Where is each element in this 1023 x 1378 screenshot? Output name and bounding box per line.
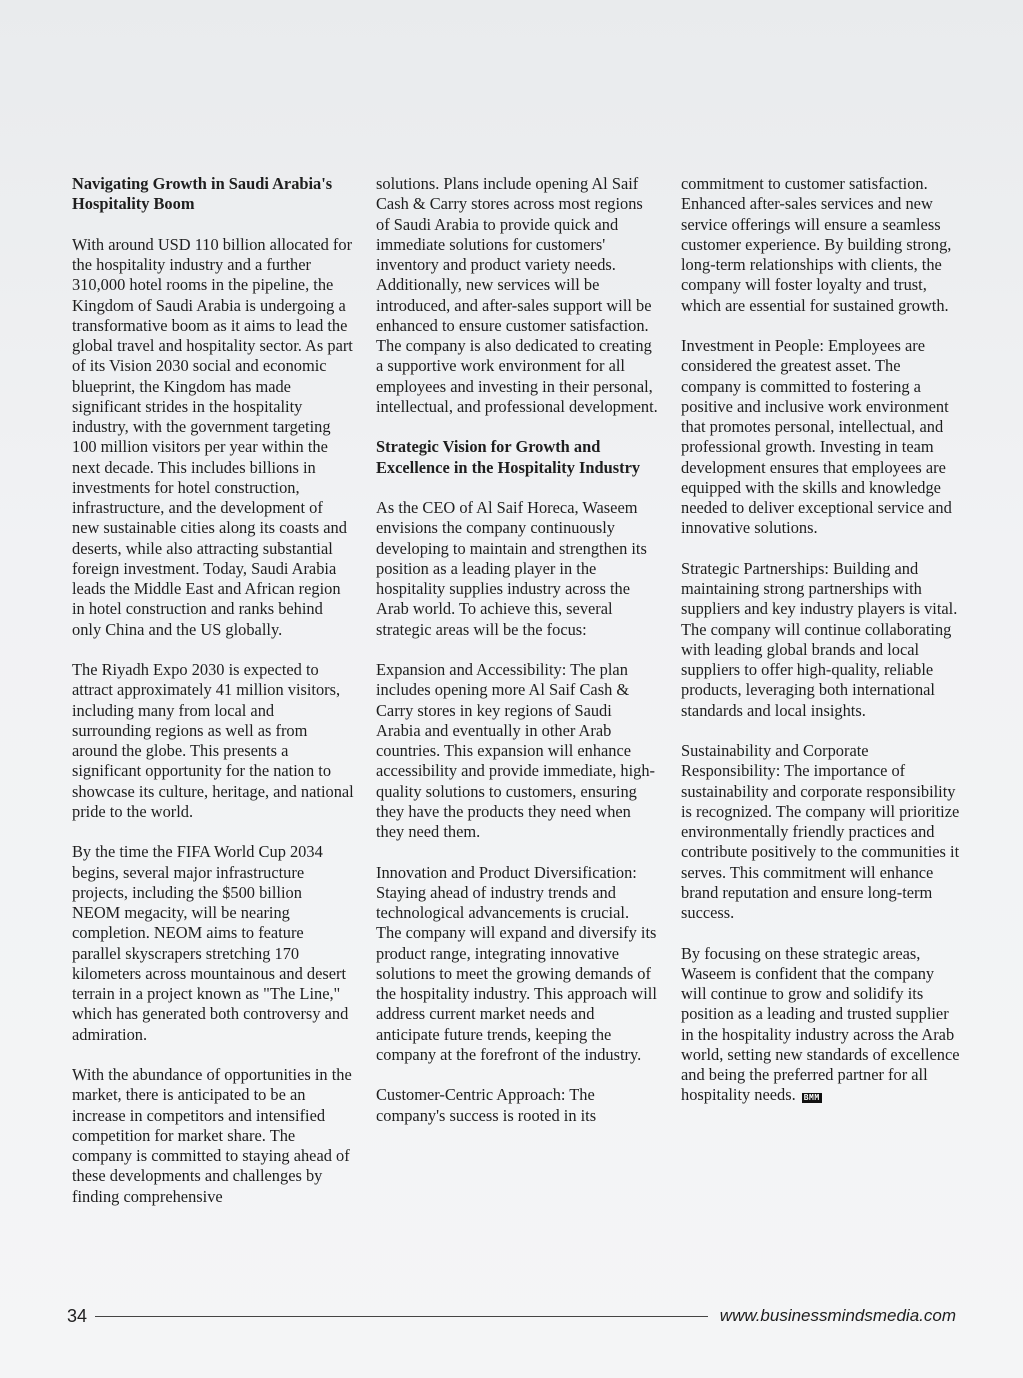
section-heading: Strategic Vision for Growth and Excellence in the Hospitality Industry xyxy=(376,437,641,477)
footer-divider xyxy=(95,1316,708,1317)
end-of-article-mark-icon: BMM xyxy=(803,1093,820,1103)
paragraph: Strategic Partnerships: Building and maintaining strong partnerships with suppliers and key industry players is vital. The company will continue collaborating with leading global brands and local suppliers to offer high-quality, reliable products, leveraging both international standards and local insights. xyxy=(681,558,958,720)
paragraph: By the time the FIFA World Cup 2034 begins, several major infrastructure projects, including the $500 billion NEOM megacity, will be nearing completion. NEOM aims to feature parallel skyscrapers stretching 170 kilometers across mountainous and desert terrain in a project known as "The Line," which has generated both controversy and admiration. xyxy=(72,842,349,1044)
paragraph: Customer-Centric Approach: The company's success is rooted in its xyxy=(376,1085,597,1125)
page-footer xyxy=(67,1304,956,1328)
paragraph: With around USD 110 billion allocated for the hospitality industry and a further 310,000 hotel rooms in the pipeline, the Kingdom of Saudi Arabia is undergoing a transformative boom as it aims to lead the global travel and hospitality sector. As part of its Vision 2030 social and economic blueprint, the Kingdom has made significant strides in the hospitality industry, with the government targeting 100 million visitors per year within the next decade. This includes billions in investments for hotel construction, infrastructure, and the development of new sustainable cities along its coasts and deserts, while also attracting substantial foreign investment. Today, Saudi Arabia leads the Middle East and African region in hotel construction and ranks behind only China and the US globally. xyxy=(72,234,353,639)
website-url: www.businessmindsmedia.com xyxy=(719,1306,956,1325)
paragraph: Sustainability and Corporate Responsibility: The importance of sustainability and corporate responsibility is recognized. The company will prioritize environmentally friendly practices and contribute positively to the communities it serves. This commitment will enhance brand reputation and ensure long-term success. xyxy=(681,741,960,922)
paragraph: With the abundance of opportunities in the market, there is anticipated to be an increase in competitors and intensified competition for market share. The company is committed to staying ahead of these developments and challenges by finding comprehensive xyxy=(72,1065,352,1206)
paragraph: Investment in People: Employees are considered the greatest asset. The company is committed to fostering a positive and inclusive work environment that promotes personal, intellectual, and professional growth. Investing in team development ensures that employees are equipped with the skills and knowledge needed to deliver exceptional service and innovative solutions. xyxy=(681,336,952,538)
paragraph: solutions. Plans include opening Al Saif Cash & Carry stores across most regions of Saudi Arabia to provide quick and immediate solutions for customers' inventory and product variety needs. Additionally, new services will be introduced, and after-sales support will be enhanced to ensure customer satisfaction. The company is also dedicated to creating a supportive work environment for all employees and investing in their personal, intellectual, and professional development. xyxy=(376,174,658,416)
article-column-1 xyxy=(72,174,354,1207)
paragraph: commitment to customer satisfaction. Enhanced after-sales services and new service offerings will ensure a seamless customer experience. By building strong, long-term relationships with clients, the company will foster loyalty and trust, which are essential for sustained growth. xyxy=(681,174,952,315)
paragraph: Expansion and Accessibility: The plan includes opening more Al Saif Cash & Carry stores in key regions of Saudi Arabia and eventually in other Arab countries. This expansion will enhance accessibility and provide immediate, high-quality solutions to customers, ensuring they have the products they need when they need them. xyxy=(376,660,656,841)
page-number: 34 xyxy=(67,1305,88,1326)
paragraph: Innovation and Product Diversification: Staying ahead of industry trends and technological advancements is crucial. The company will expand and diversify its product range, integrating innovative solutions to meet the growing demands of the hospitality industry. This approach will address current market needs and anticipate future trends, keeping the company at the forefront of the industry. xyxy=(376,862,657,1064)
article-column-2 xyxy=(376,174,658,1126)
article-column-3 xyxy=(681,174,963,1106)
paragraph: As the CEO of Al Saif Horeca, Waseem envisions the company continuously developing to maintain and strengthen its position as a leading player in the hospitality supplies industry across the Arab world. To achieve this, several strategic areas will be the focus: xyxy=(376,498,647,639)
paragraph-text: By focusing on these strategic areas, Waseem is confident that the company will continue to grow and solidify its position as a leading and trusted supplier in the hospitality industry across the Arab world, setting new standards of excellence and being the preferred partner for all hospitality needs. xyxy=(681,943,960,1105)
closing-paragraph xyxy=(681,944,963,1106)
paragraph: The Riyadh Expo 2030 is expected to attract approximately 41 million visitors, including many from local and surrounding regions as well as from around the globe. This presents a significant opportunity for the nation to showcase its culture, heritage, and national pride to the world. xyxy=(72,660,354,821)
section-heading: Navigating Growth in Saudi Arabia's Hospitality Boom xyxy=(72,174,333,214)
